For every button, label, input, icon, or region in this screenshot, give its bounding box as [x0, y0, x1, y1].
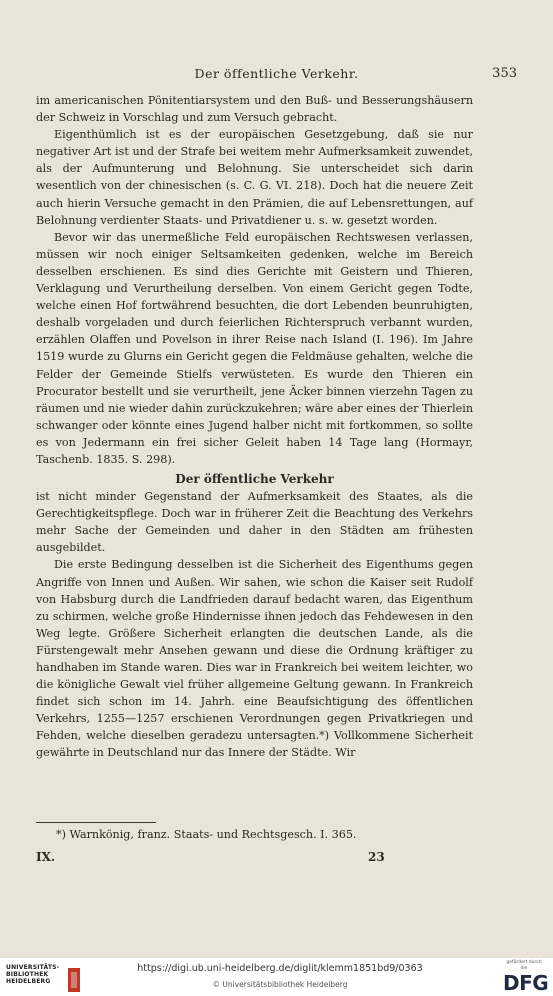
dfg-logo[interactable] — [503, 960, 549, 995]
library-name — [6, 964, 121, 985]
page-header — [36, 66, 517, 82]
paragraph-continuation: im americanischen Pönitentiarsystem und den Buß- und Besserungshäusern der Schweiz in Vorschlag und zum Versuch gebracht. — [36, 94, 473, 125]
page-body — [36, 92, 473, 762]
paragraph-eigenthumlich: Eigenthümlich ist es der europäischen Gesetzgebung, daß sie nur negativer Art ist und der Strafe bei weitem mehr Aufmerksamkeit zuwendet, als der Aufmunterung und Belohnung. Sie unterscheidet sich darin wesentlich von der chinesischen (s. C. G. VI. 218). Doch hat die neuere Zeit auch hierin Versuche gemacht in den Prämien, die auf Lebensrettungen, auf Belohnung verdienter Staats- und Privatdiener u. s. w. gesetzt worden. — [36, 128, 473, 227]
signature-mark: IX. — [36, 850, 56, 864]
page-url-link[interactable]: https://digi.ub.uni-heidelberg.de/diglit/klemm1851bd9/0363 — [137, 963, 423, 974]
page-number: 353 — [492, 66, 517, 81]
viewer-footer — [0, 958, 553, 996]
footnote: *) Warnkönig, franz. Staats- und Rechtsgesch. I. 365. — [56, 828, 357, 841]
library-line-2: BIBLIOTHEK — [6, 971, 49, 978]
footnote-rule — [36, 822, 156, 823]
dfg-wordmark: DFG — [503, 971, 549, 995]
library-line-3: HEIDELBERG — [6, 978, 51, 985]
library-line-1: UNIVERSITÄTS- — [6, 964, 60, 971]
paragraph-bedingung: Die erste Bedingung desselben ist die Sicherheit des Eigenthums gegen Angriffe von Innen und Außen. Wir sahen, wie schon die Kaiser seit Rudolf von Habsburg durch die Landfrieden darauf bedacht waren, das Eigenthum zu schirmen, welche große Hindernisse ihnen jedoch das Fehdewesen in den Weg legte. Größere Sicherheit erlangten die deutschen Lande, als die Fürstengewalt mehr Ansehen gewann und diese die Ordnung kräftiger zu handhaben im Stande waren. Dies war in Frankreich bei weitem leichter, wo die königliche Gewalt viel früher allgemeine Geltung gewann. In Frankreich findet sich schon im 14. Jahrh. eine Beaufsichtigung des öffentlichen Verkehrs, 1255—1257 erschienen Verordnungen gegen Privatkriegen und Fehden, welche dieselben geradezu untersagten.*) Vollkommene Sicherheit gewährte in Deutschland nur das Innere der Städte. Wir — [36, 558, 473, 760]
running-title: Der öffentliche Verkehr. — [194, 66, 359, 81]
sheet-number: 23 — [368, 850, 385, 864]
copyright-notice: © Universitätsbibliothek Heidelberg — [212, 980, 348, 989]
library-seal-icon — [67, 966, 81, 994]
paragraph-bevor: Bevor wir das unermeßliche Feld europäischen Rechtswesen verlassen, müssen wir noch einiger Seltsamkeiten gedenken, welche im Bereich desselben erschienen. Es sind dies Gerichte mit Geistern und Thieren, Verklagung und Verurtheilung derselben. Von einem Gericht gegen Todte, welche einen Hof fortwährend besuchten, die dort Lebenden beunruhigten, deshalb vorgeladen und durch feierlichen Richterspruch verbannt wurden, erzählen Olaffen und Povelson in ihrer Reise nach Island (I. 196). Im Jahre 1519 wurde zu Glurns ein Gericht gegen die Feldmäuse gehalten, welche die Felder der Gemeinde Stielfs verwüsteten. Es wurde den Thieren ein Procurator bestellt und sie verurtheilt, jene Äcker binnen vierzehn Tagen zu räumen und nie wieder dahin zurückzukehren; wäre aber eines der Thierlein schwanger oder könnte eines Jugend halber nicht mit fortkommen, so sollte es von Jedermann ein frei sicher Geleit haben 14 Tage lang (Hormayr, Taschenb. 1835. S. 298). — [36, 230, 473, 466]
dfg-caption: gefördert durch die — [506, 960, 542, 971]
library-logo[interactable] — [6, 964, 121, 992]
paragraph-verkehr: ist nicht minder Gegenstand der Aufmerksamkeit des Staates, als die Gerechtigkeitspflege. Doch war in früherer Zeit die Beachtung des Verkehrs mehr Sache der Gemeinden und daher in den Städten am frühesten ausgebildet. — [36, 490, 473, 555]
section-heading: Der öffentliche Verkehr — [175, 472, 334, 487]
